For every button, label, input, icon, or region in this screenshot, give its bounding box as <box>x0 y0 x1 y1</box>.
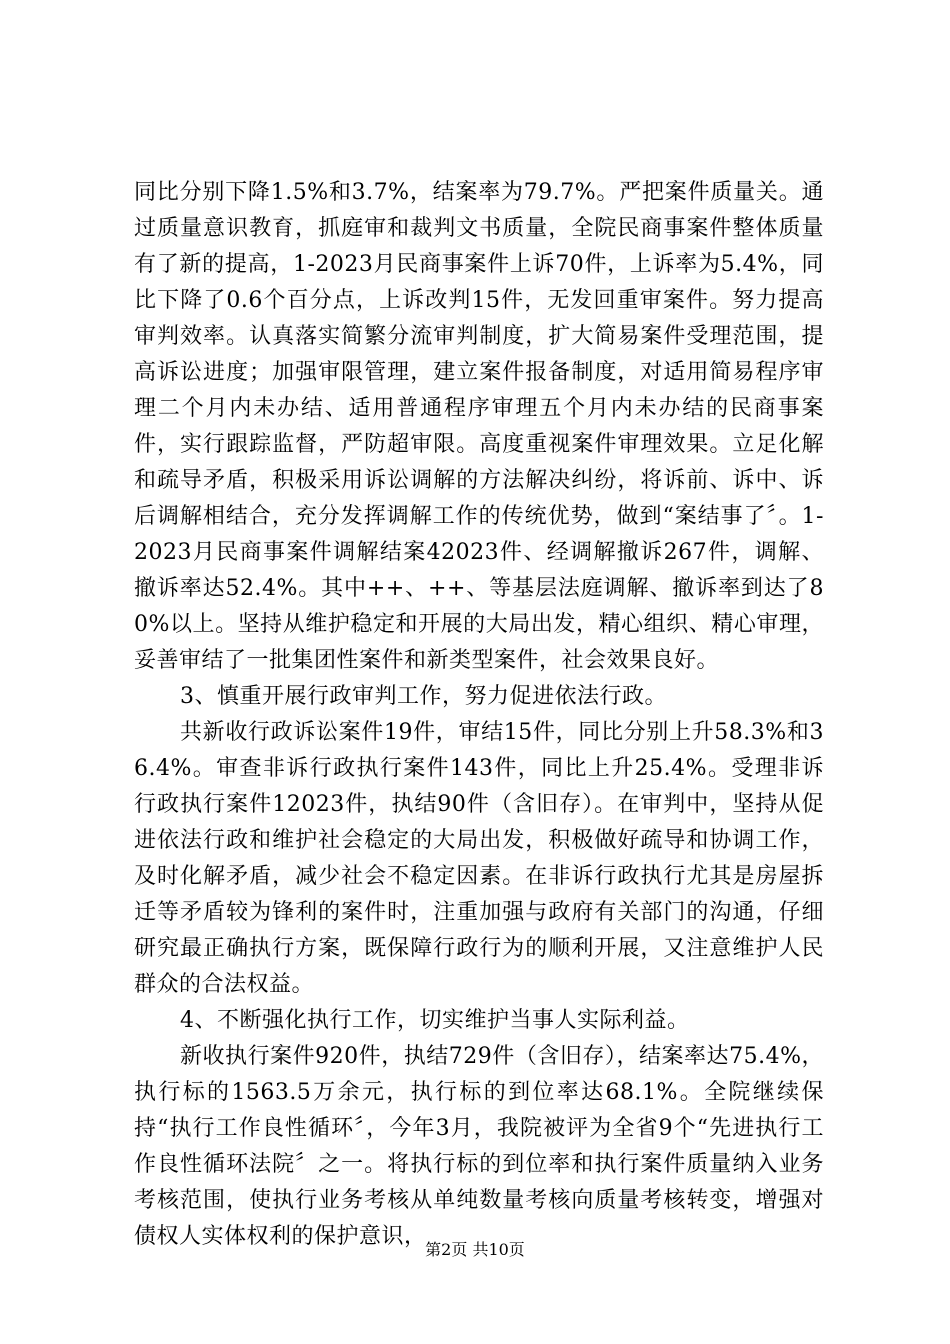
paragraph-enforcement-cases: 新收执行案件920件，执结729件（含旧存），结案率达75.4%，执行标的1563.5万余元，执行标的到位率达68.1%。全院继续保持“执行工作良性循环〞，今年3月，我院被评为全省9个“先进执行工作良性循环法院〞之一。将执行标的到位率和执行案件质量纳入业务考核范围，使执行业务考核从单纯数量考核向质量考核转变，增强对债权人实体权利的保护意识， <box>134 1044 824 1249</box>
document-body <box>134 175 824 1255</box>
section-heading-administrative-trial: 3、慎重开展行政审判工作，努力促进依法行政。 <box>180 684 667 709</box>
section-heading-enforcement: 4、不断强化执行工作，切实维护当事人实际利益。 <box>180 1008 690 1033</box>
paragraph-administrative-cases: 共新收行政诉讼案件19件，审结15件，同比分别上升58.3%和36.4%。审查非诉行政执行案件143件，同比上升25.4%。受理非诉行政执行案件12023件，执结90件（含旧存）。在审判中，坚持从促进依法行政和维护社会稳定的大局出发，积极做好疏导和协调工作，及时化解矛盾，减少社会不稳定因素。在非诉行政执行尤其是房屋拆迁等矛盾较为锋利的案件时，注重加强与政府有关部门的沟通，仔细研究最正确执行方案，既保障行政行为的顺利开展，又注意维护人民群众的合法权益。 <box>134 720 824 997</box>
paragraph-continuation: 同比分别下降1.5%和3.7%，结案率为79.7%。严把案件质量关。通过质量意识教育，抓庭审和裁判文书质量，全院民商事案件整体质量有了新的提高，1-2023月民商事案件上诉70件，上诉率为5.4%，同比下降了0.6个百分点，上诉改判15件，无发回重审案件。努力提高审判效率。认真落实简繁分流审判制度，扩大简易案件受理范围，提高诉讼进度；加强审限管理，建立案件报备制度，对适用简易程序审理二个月内未办结、适用普通程序审理五个月内未办结的民商事案件，实行跟踪监督，严防超审限。高度重视案件审理效果。立足化解和疏导矛盾，积极采用诉讼调解的方法解决纠纷，将诉前、诉中、诉后调解相结合，充分发挥调解工作的传统优势，做到“案结事了〞。1-2023月民商事案件调解结案42023件、经调解撤诉267件，调解、撤诉率达52.4%。其中++、++、等基层法庭调解、撤诉率到达了80%以上。坚持从维护稳定和开展的大局出发，精心组织、精心审理，妥善审结了一批集团性案件和新类型案件，社会效果良好。 <box>134 180 824 673</box>
page-footer: 第2页 共10页 <box>425 1240 525 1259</box>
